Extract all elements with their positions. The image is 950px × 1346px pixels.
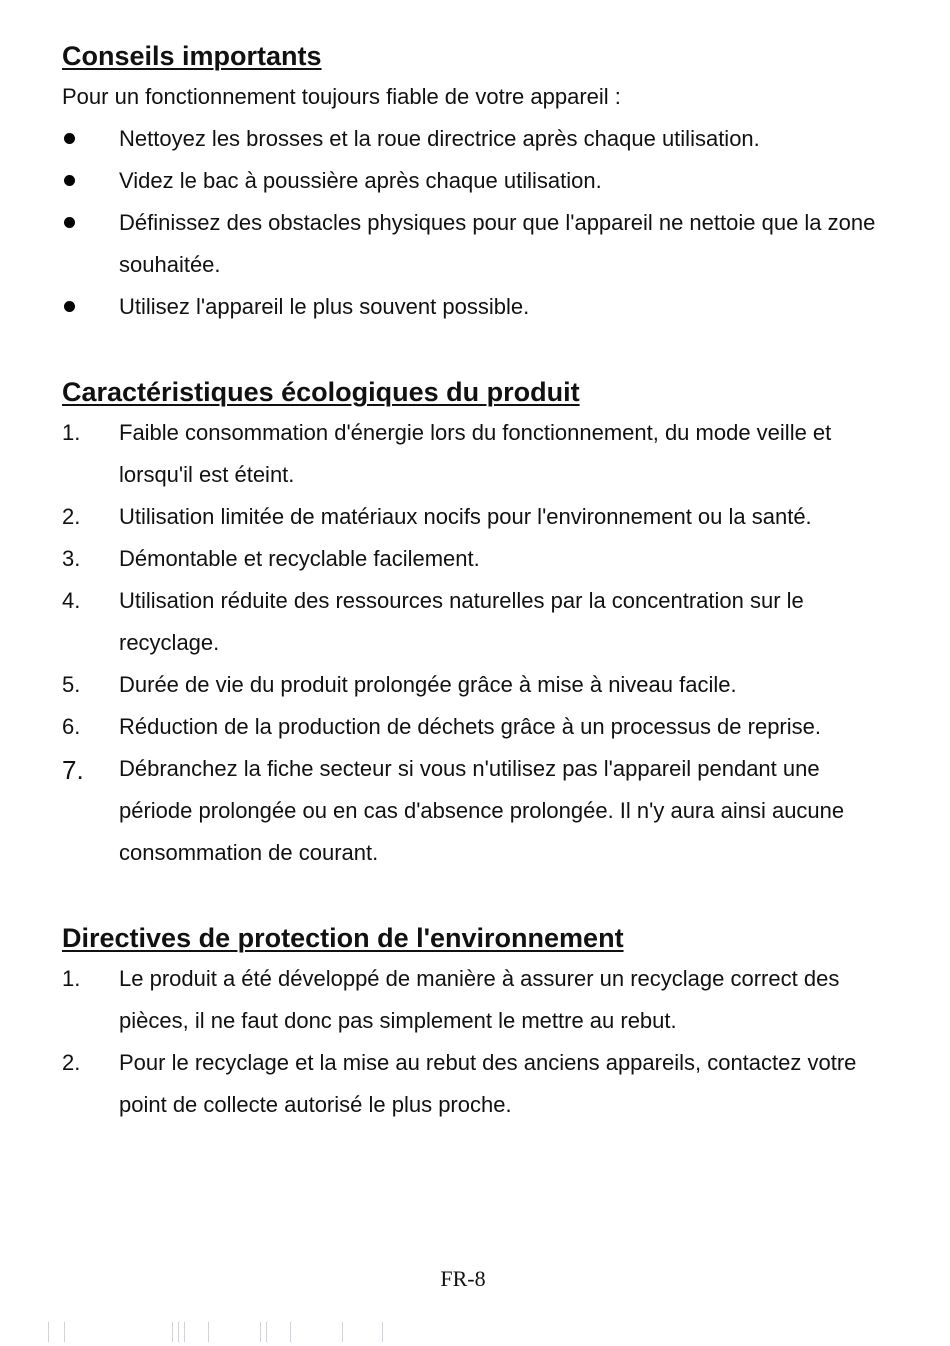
scan-mark — [208, 1322, 209, 1342]
list-item-text: Définissez des obstacles physiques pour que l'appareil ne nettoie que la zone souhaitée. — [119, 210, 876, 277]
page-number: FR-8 — [440, 1266, 486, 1291]
list-item-text: Videz le bac à poussière après chaque utilisation. — [119, 168, 602, 193]
list-item-text: Réduction de la production de déchets grâce à un processus de reprise. — [119, 714, 821, 739]
bullet-icon — [64, 133, 75, 144]
section-title-environment-directives: Directives de protection de l'environnement — [62, 923, 624, 953]
item-number: 2. — [62, 1050, 81, 1075]
item-number: 4. — [62, 588, 81, 613]
scan-mark — [382, 1322, 383, 1342]
list-item-text: Utilisation limitée de matériaux nocifs pour l'environnement ou la santé. — [119, 504, 812, 529]
scan-mark — [266, 1322, 267, 1342]
bullet-icon — [64, 217, 75, 228]
list-item — [62, 412, 882, 496]
scan-mark — [64, 1322, 65, 1342]
list-item-text: Nettoyez les brosses et la roue directrice après chaque utilisation. — [119, 126, 760, 151]
item-number: 1. — [62, 966, 81, 991]
bullet-icon — [64, 175, 75, 186]
list-item — [62, 958, 882, 1042]
item-number: 1. — [62, 420, 81, 445]
list-item — [62, 160, 882, 202]
item-number: 5. — [62, 672, 81, 697]
section-important-tips — [62, 36, 882, 328]
bullet-icon — [64, 301, 75, 312]
list-item — [62, 496, 882, 538]
scan-mark — [290, 1322, 291, 1342]
section-environment-directives — [62, 918, 882, 1126]
list-item — [62, 1042, 882, 1126]
list-item-text: Utilisez l'appareil le plus souvent possible. — [119, 294, 530, 319]
list-item-text: Utilisation réduite des ressources naturelles par la concentration sur le recyclage. — [119, 588, 804, 655]
section-title-important-tips: Conseils importants — [62, 41, 322, 71]
list-item-text: Débranchez la fiche secteur si vous n'utilisez pas l'appareil pendant une période prolongée ou en cas d'absence prolongée. Il n'y aura ainsi aucune consommation de courant. — [119, 756, 845, 865]
eco-features-list — [62, 412, 882, 874]
scan-mark — [172, 1322, 173, 1342]
item-number: 3. — [62, 546, 81, 571]
intro-text: Pour un fonctionnement toujours fiable de votre appareil : — [62, 84, 621, 109]
section-title-eco-features: Caractéristiques écologiques du produit — [62, 377, 580, 407]
list-item — [62, 706, 882, 748]
item-number: 7. — [62, 755, 84, 785]
section-eco-features — [62, 372, 882, 874]
scan-mark — [260, 1322, 261, 1342]
list-item-text: Le produit a été développé de manière à assurer un recyclage correct des pièces, il ne faut donc pas simplement le mettre au rebut. — [119, 966, 840, 1033]
list-item — [62, 580, 882, 664]
list-item — [62, 202, 882, 286]
item-number: 6. — [62, 714, 81, 739]
list-item — [62, 286, 882, 328]
scan-mark — [342, 1322, 343, 1342]
scan-artifact-marks — [44, 1322, 444, 1344]
list-item — [62, 748, 882, 874]
tips-list — [62, 118, 882, 328]
list-item-text: Pour le recyclage et la mise au rebut des anciens appareils, contactez votre point de collecte autorisé le plus proche. — [119, 1050, 857, 1117]
list-item-text: Faible consommation d'énergie lors du fonctionnement, du mode veille et lorsqu'il est éteint. — [119, 420, 832, 487]
scan-mark — [184, 1322, 185, 1342]
list-item — [62, 538, 882, 580]
environment-directives-list — [62, 958, 882, 1126]
list-item — [62, 664, 882, 706]
list-item-text: Démontable et recyclable facilement. — [119, 546, 480, 571]
item-number: 2. — [62, 504, 81, 529]
document-page — [62, 36, 882, 1126]
list-item — [62, 118, 882, 160]
scan-mark — [178, 1322, 179, 1342]
scan-mark — [48, 1322, 49, 1342]
list-item-text: Durée de vie du produit prolongée grâce à mise à niveau facile. — [119, 672, 737, 697]
